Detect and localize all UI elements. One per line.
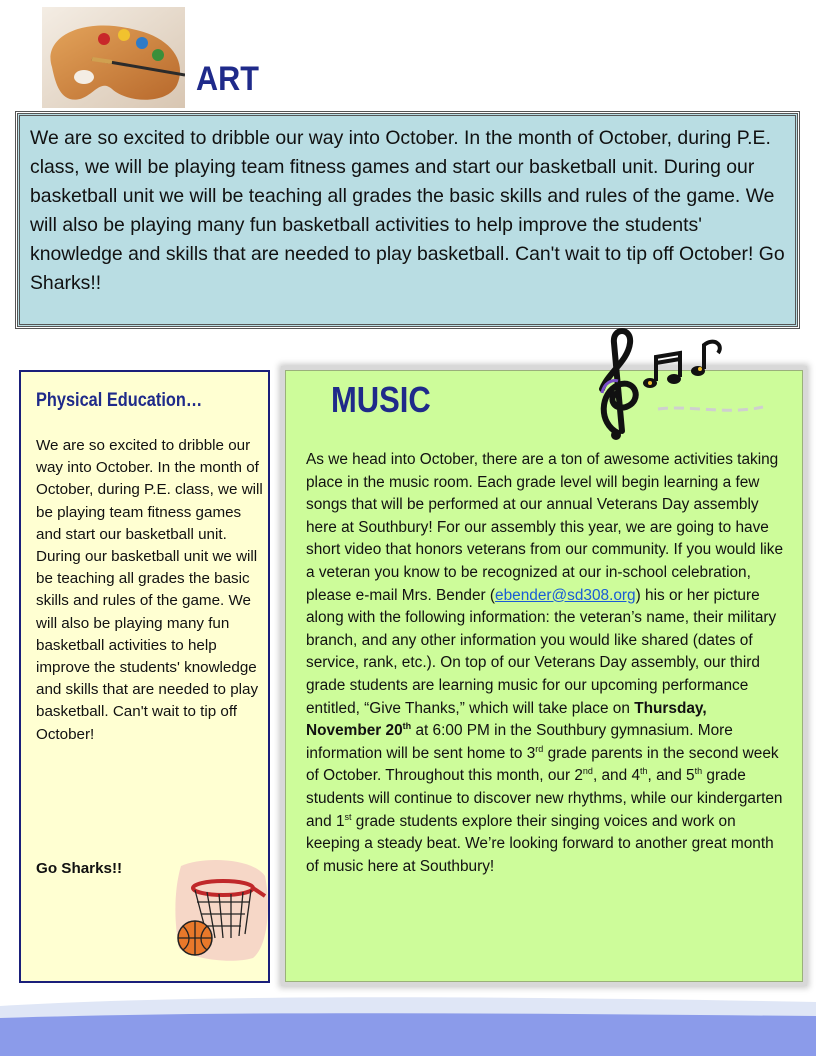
pe-closing-text: Go Sharks!! (36, 860, 123, 877)
pe-section-box (19, 370, 270, 983)
paint-palette-image (42, 7, 185, 108)
pe-section-title: Physical Education… (36, 390, 203, 411)
music-section-body: As we head into October, there are a ton of awesome activities taking place in the music room. Each grade level will begin learning a few songs that will be performed at our annual Veterans Day assembly here at Southbury! For our assembly this year, we are going to have short video that honors veterans from our community. If you would like a veteran you know to be recognized at our in-school celebration, please e-mail Mrs. Bender (ebender@sd308.org) his or her picture along with the following information: the veteran’s name, their military branch, and any other information you would like shared (dates of service, rank, etc.). On top of our Veterans Day assembly, our third grade students are learning music for our upcoming performance entitled, “Give Thanks,” which will take place on Thursday, November 20th at 6:00 PM in the Southbury gymnasium. More information will be sent home to 3rd grade parents in the second week of October. Throughout this month, our 2nd, and 4th, and 5th grade students will continue to discover new rhythms, while our kindergarten and 1st grade students explore their singing voices and work on keeping a steady beat. We’re looking forward to another great month of music here at Southbury! (306, 451, 784, 875)
pe-section-body: We are so excited to dribble our way into October. In the month of October, during P.E. class, we will be playing team fitness games and start our basketball unit. During our basketball unit we will be teaching all grades the basic skills and rules of the game. We will also be playing many fun basketball activities to help improve the students' knowledge and skills that are needed to play basketball. Can't wait to tip off October! (36, 437, 263, 743)
email-link[interactable]: ebender@sd308.org (495, 586, 636, 604)
music-section-box (285, 370, 803, 982)
art-section-body: We are so excited to dribble our way into October. In the month of October, during P.E. class, we will be playing team fitness games and start our basketball unit. During our basketball unit we will be teaching all grades the basic skills and rules of the game. We will also be playing many fun basketball activities to help improve the students' knowledge and skills that are needed to play basketball. Can't wait to tip off October! Go Sharks!! (30, 127, 785, 294)
bottom-wave-decoration (0, 988, 816, 1056)
music-notes-icon (588, 323, 768, 443)
art-section-box (17, 113, 798, 327)
art-section-title: ART (196, 60, 259, 98)
basketball-hoop-image (173, 856, 271, 964)
music-section-title: MUSIC (331, 379, 431, 420)
